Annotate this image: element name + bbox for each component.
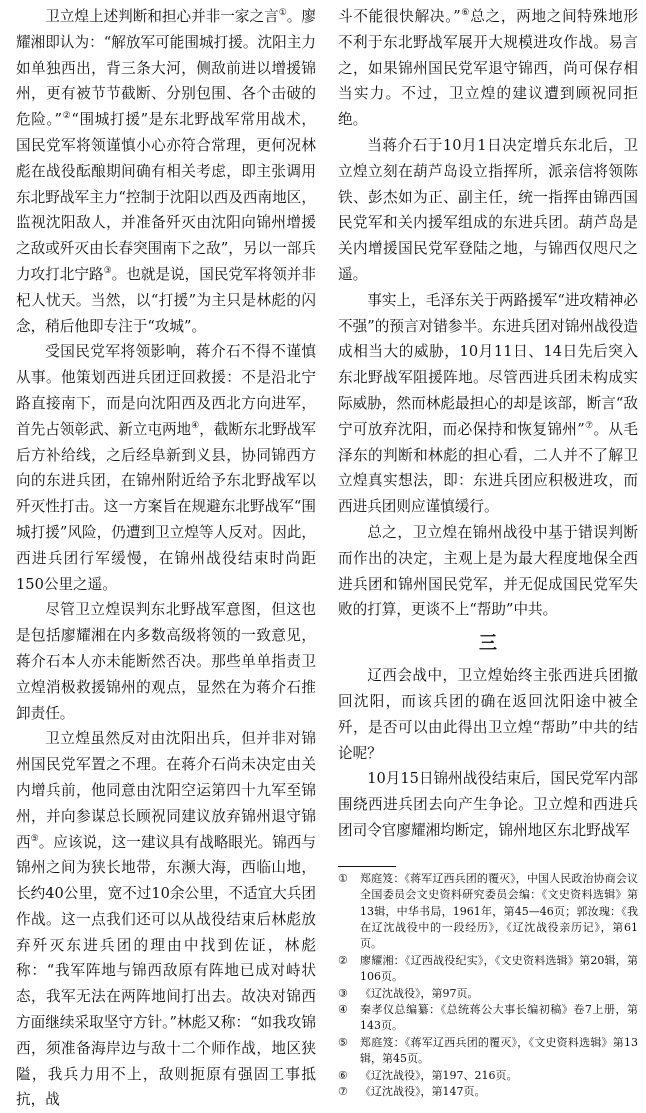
- paragraph-text: 。廖耀湘即认为：“解放军可能围城打援。沈阳主力如单独西出，背三条大河，侧敌前进以增援锦州，更有被节节截断、分别包围、各个击破的危险。”: [16, 8, 316, 129]
- footnote-number: ⑦: [338, 1084, 348, 1098]
- paragraph-text: 。从毛泽东的判断和林彪的担心看，二人并不了解卫立煌真实想法，即：东进兵团应积极进攻，而西进兵团则应谨慎缓行。: [338, 420, 638, 516]
- body-paragraph: [338, 133, 638, 288]
- footnote-number: ②: [338, 953, 348, 967]
- footnote-number: ⑥: [338, 1068, 348, 1082]
- body-paragraph: [16, 726, 316, 1113]
- footnote-number: ⑤: [338, 1035, 348, 1049]
- footnote-marker[interactable]: ①: [278, 8, 287, 19]
- paragraph-text: 。应该说，这一建议具有战略眼光。锦西与锦州之间为狭长地带，东濒大海，西临山地，长约40公里，宽不过10余公里，不适宜大兵团作战。这一点我们还可以从战役结束后林彪放弃歼灭东进兵团的理由中找到佐证，林彪称：“我军阵地与锦西敌原有阵地已成对峙状态，我军无法在两阵地间打出去。故决对锦西方面继续采取坚守方针。”林彪又称：“如我攻锦西，须准备海岸边与敌十二个师作战，地区狭隘，我兵力用不上，敌则扼原有强固工事抵抗，战: [16, 833, 316, 1109]
- footnote-divider: [338, 866, 396, 867]
- body-paragraph: [338, 4, 638, 133]
- right-column: [338, 4, 638, 1100]
- footnote-number: ③: [338, 986, 348, 1000]
- footnote-text: 《辽沈战役》，第147页。: [360, 1084, 486, 1098]
- section-heading: 三: [479, 633, 497, 655]
- footnote-text: 郑庭笈：《蒋军辽西兵团的覆灭》，《文史资料选辑》第13辑，第45页。: [360, 1035, 638, 1066]
- paragraph-text: 10月15日锦州战役结束后，国民党军内部围绕西进兵团去向产生争论。卫立煌和西进兵团司令官廖耀湘均断定，锦州地区东北野战军: [338, 770, 638, 839]
- footnote-text: 郑庭笈：《蒋军辽西兵团的覆灭》，中国人民政治协商会议全国委员会文史资料研究委员会编：《文史资料选辑》第13辑，中华书局，1961年，第45—46页；郭汝瑰：《我在辽沈战役中的一段经历》，《辽沈战役亲历记》，第61页。: [360, 871, 638, 951]
- footnote-marker[interactable]: ⑥: [460, 8, 471, 19]
- footnote-text: 《辽沈战役》，第197、216页。: [360, 1068, 518, 1082]
- footnote-text: 廖耀湘：《辽西战役纪实》，《文史资料选辑》第20辑，第106页。: [360, 953, 638, 984]
- paragraph-text: 总之，卫立煌在锦州战役中基于错误判断而作出的决定，主观上是为最大程度地保全西进兵团和锦州国民党军，并无促成国民党军失败的打算，更谈不上“帮助”中共。: [338, 523, 638, 619]
- paragraph-text: 。也就是说，国民党军将领并非杞人忧天。当然，以“打援”为主只是林彪的闪念，稍后他即专注于“攻城”。: [16, 265, 316, 335]
- paragraph-text: “围城打援”是东北野战军常用战术，国民党军将领谨慎小心亦符合常理，更何况林彪在战役酝酿期间确有相关考虑，即主张调用东北野战军主力“控制于沈阳以西及西南地区，监视沈阳敌人，并准备歼灭由沈阳向锦州增援之敌或歼灭由长春突围南下之敌”，另以一部兵力攻打北宁路: [16, 111, 316, 283]
- footnote-number: ①: [338, 871, 348, 885]
- paragraph-text: ，截断东北野战军后方补给线，之后经阜新到义县，协同锦西方向的东进兵团，在锦州附近给予东北野战军以歼灭性打击。这一方案旨在规避东北野战军“围城打援”风险，仍遭到卫立煌等人反对。因此，西进兵团行军缓慢，在锦州战役结束时尚距150公里之遥。: [16, 420, 316, 593]
- body-paragraph: [338, 766, 638, 843]
- footnote-text: 《辽沈战役》，第97页。: [360, 986, 479, 1000]
- footnote-marker[interactable]: ⑦: [584, 420, 594, 431]
- body-paragraph: [338, 520, 638, 623]
- footnote-item: [338, 1035, 638, 1068]
- footnote-marker[interactable]: ④: [191, 420, 200, 431]
- paragraph-text: 尽管卫立煌误判东北野战军意图，但这也是包括廖耀湘在内多数高级将领的一致意见，蒋介石本人亦未能断然否决。那些单单指责卫立煌消极救援锦州的观点，显然在为蒋介石推卸责任。: [16, 601, 316, 722]
- footnote-item: [338, 953, 638, 986]
- body-paragraph: [16, 597, 316, 726]
- footnote-marker[interactable]: ③: [103, 266, 112, 277]
- left-column: [16, 4, 316, 1113]
- footnote-list: [338, 871, 638, 1101]
- paragraph-text: 辽西会战中，卫立煌始终主张西进兵团撤回沈阳，而该兵团的确在返回沈阳途中被全歼，是否可以由此得出卫立煌“帮助”中共的结论呢？: [338, 667, 638, 762]
- footnote-marker[interactable]: ⑤: [30, 833, 39, 844]
- paragraph-text: 卫立煌虽然反对由沈阳出兵，但并非对锦州国民党军置之不理。在蒋介石尚未决定由关内增兵前，他同意由沈阳空运第四十九军至锦州，并向参谋总长顾祝同建议放弃锦州退守锦西: [16, 730, 316, 851]
- footnote-text: 秦孝仪总编纂：《总统蒋公大事长编初稿》卷7上册，第143页。: [360, 1002, 638, 1033]
- body-paragraph: [16, 339, 316, 597]
- paragraph-text: 总之，两地之间特殊地形不利于东北野战军展开大规模进攻作战。易言之，如果锦州国民党军退守锦西，尚可保存相当实力。不过，卫立煌的建议遭到顾祝同拒绝。: [338, 8, 638, 129]
- footnote-item: [338, 1002, 638, 1035]
- footnote-item: [338, 871, 638, 953]
- footnote-item: [338, 1068, 638, 1084]
- paragraph-text: 受国民党军将领影响，蒋介石不得不谨慎从事。他策划西进兵团迂回救援：不是沿北宁路直接南下，而是向沈阳西及西北方向进军，首先占领彰武、新立屯两地: [16, 343, 316, 438]
- footnote-marker[interactable]: ②: [61, 111, 72, 122]
- footnote-item: [338, 1084, 638, 1100]
- paragraph-text: 斗不能很快解决。”: [338, 8, 461, 25]
- footnote-item: [338, 986, 638, 1002]
- paragraph-text: 卫立煌上述判断和担心并非一家之言: [45, 8, 279, 25]
- paragraph-text: 事实上，毛泽东关于两路援军“进攻精神必不强”的预言对错参半。东进兵团对锦州战役造成相当大的威胁，10月11日、14日先后突入东北野战军阻援阵地。尽管西进兵团未构成实际威胁，然而林彪最担心的却是该部，断言“敌宁可放弃沈阳，而必保持和恢复锦州”: [338, 291, 638, 438]
- footnote-number: ④: [338, 1002, 348, 1016]
- paragraph-text: 当蒋介石于10月1日决定增兵东北后，卫立煌立刻在葫芦岛设立指挥所，派亲信将领陈铁、彭杰如为正、副主任，统一指挥由锦西国民党军和关内援军组成的东进兵团。葫芦岛是关内增援国民党军登陆之地，与锦西仅咫尺之遥。: [338, 136, 638, 283]
- body-paragraph: [338, 663, 638, 766]
- body-paragraph: [16, 4, 316, 339]
- body-paragraph: [338, 288, 638, 520]
